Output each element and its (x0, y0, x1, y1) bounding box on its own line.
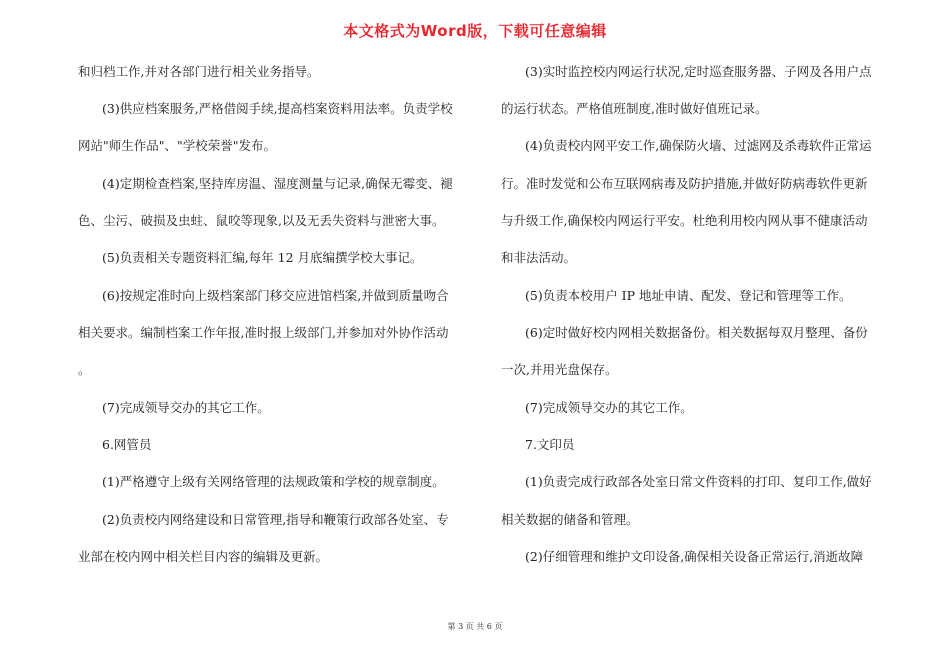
paragraph-line: (2)负责校内网络建设和日常管理,指导和鞭策行政部各处室、专 (102, 512, 449, 527)
paragraph-line: (4)负责校内网平安工作,确保防火墙、过滤网及杀毒软件正常运 (525, 138, 872, 153)
paragraph-line: 相关数据的储备和管理。 (501, 512, 639, 527)
paragraph-line: 的运行状态。严格值班制度,准时做好值班记录。 (501, 101, 768, 116)
paragraph-line: (4)定期检查档案,坚持库房温、湿度测量与记录,确保无霉变、褪 (102, 176, 453, 191)
paragraph-line: (3)供应档案服务,严格借阅手续,提高档案资料用法率。负责学校 (102, 101, 453, 116)
paragraph-line: 一次,并用光盘保存。 (501, 362, 618, 377)
page-number: 第 3 页 共 6 页 (447, 622, 503, 631)
paragraph-line: (5)负责本校用户 IP 地址申请、配发、登记和管理等工作。 (525, 288, 852, 303)
paragraph-line: 色、尘污、破损及虫蛀、鼠咬等现象,以及无丢失资料与泄密大事。 (78, 213, 445, 228)
paragraph-line: (1)负责完成行政部各处室日常文件资料的打印、复印工作,做好 (525, 474, 872, 489)
paragraph-line: 相关要求。编制档案工作年报,准时报上级部门,并参加对外协作活动 (78, 325, 449, 340)
paragraph-line: 与升级工作,确保校内网运行平安。杜绝利用校内网从事不健康活动 (501, 213, 868, 228)
paragraph-line: 行。准时发觉和公布互联网病毒及防护措施,并做好防病毒软件更新 (501, 176, 868, 191)
paragraph-line: 业部在校内网中相关栏目内容的编辑及更新。 (78, 549, 329, 564)
paragraph-line: (7)完成领导交办的其它工作。 (102, 400, 270, 415)
paragraph-line: (6)定时做好校内网相关数据备份。相关数据每双月整理、备份 (525, 325, 868, 340)
paragraph-line: (5)负责相关专题资料汇编,每年 12 月底编撰学校大事记。 (102, 250, 423, 265)
paragraph-line: (3)实时监控校内网运行状况,定时巡查服务器、子网及各用户点 (525, 64, 872, 79)
paragraph-line: (7)完成领导交办的其它工作。 (525, 400, 693, 415)
section-heading: 7.文印员 (525, 437, 575, 452)
paragraph-line: (2)仔细管理和维护文印设备,确保相关设备正常运行,消逝故障 (525, 549, 864, 564)
paragraph-line: 和归档工作,并对各部门进行相关业务指导。 (78, 64, 320, 79)
paragraph-line: 。 (78, 362, 91, 377)
document-header-title: 本文格式为Word版，下载可任意编辑 (343, 22, 607, 40)
paragraph-line: 网站"师生作品"、"学校荣誉"发布。 (78, 138, 276, 153)
paragraph-line: 和非法活动。 (501, 250, 577, 265)
paragraph-line: (1)严格遵守上级有关网络管理的法规政策和学校的规章制度。 (102, 474, 445, 489)
section-heading: 6.网管员 (102, 437, 152, 452)
paragraph-line: (6)按规定准时向上级档案部门移交应进馆档案,并做到质量吻合 (102, 288, 449, 303)
